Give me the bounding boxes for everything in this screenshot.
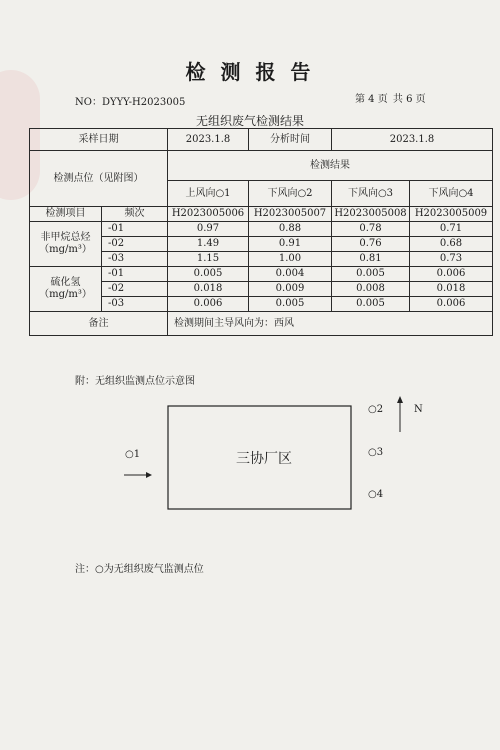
item-name: 硫化氢（mg/m³） xyxy=(30,267,102,312)
point-1-label: ○1 xyxy=(125,449,141,460)
value-cell: 1.15 xyxy=(168,252,249,267)
value-cell: 0.006 xyxy=(168,297,249,312)
freq: -02 xyxy=(102,237,168,252)
freq: -01 xyxy=(102,267,168,282)
remark-label: 备注 xyxy=(30,312,168,336)
value-cell: 0.91 xyxy=(249,237,332,252)
point-4-label: ○4 xyxy=(368,489,384,500)
value-cell: 0.005 xyxy=(332,297,410,312)
freq-label: 频次 xyxy=(102,207,168,222)
point-2-label: ○2 xyxy=(368,404,384,415)
page-total: 共 6 页 xyxy=(392,94,426,105)
value-cell: 0.006 xyxy=(410,267,493,282)
remark: 检测期间主导风向为：西风 xyxy=(168,312,493,336)
value-cell: 1.49 xyxy=(168,237,249,252)
value-cell: 0.71 xyxy=(410,222,493,237)
item-name: 非甲烷总烃（mg/m³） xyxy=(30,222,102,267)
point-header: 下风向○2 xyxy=(249,181,332,207)
north-arrow-head xyxy=(397,396,403,403)
freq: -02 xyxy=(102,282,168,297)
plant-label: 三协厂区 xyxy=(236,451,292,467)
value-cell: 0.005 xyxy=(249,297,332,312)
sample-id: H2023005009 xyxy=(410,207,493,222)
report-title: 检 测 报 告 xyxy=(185,60,315,84)
item-label: 检测项目 xyxy=(30,207,102,222)
value-cell: 0.73 xyxy=(410,252,493,267)
value-cell: 0.018 xyxy=(168,282,249,297)
table-title: 无组织废气检测结果 xyxy=(195,114,304,128)
north-label: N xyxy=(414,404,423,415)
sample-id: H2023005008 xyxy=(332,207,410,222)
value-cell: 0.97 xyxy=(168,222,249,237)
value-cell: 0.81 xyxy=(332,252,410,267)
value-cell: 0.88 xyxy=(249,222,332,237)
point-header: 下风向○4 xyxy=(410,181,493,207)
value-cell: 0.68 xyxy=(410,237,493,252)
value-cell: 0.004 xyxy=(249,267,332,282)
sample-id: H2023005007 xyxy=(249,207,332,222)
freq: -01 xyxy=(102,222,168,237)
wind-arrow-head xyxy=(146,472,152,478)
freq: -03 xyxy=(102,252,168,267)
value-cell: 1.00 xyxy=(249,252,332,267)
results-label: 检测结果 xyxy=(168,151,493,181)
value-cell: 0.009 xyxy=(249,282,332,297)
sample-id: H2023005006 xyxy=(168,207,249,222)
value-cell: 0.78 xyxy=(332,222,410,237)
page-current: 第 4 页 xyxy=(355,94,388,105)
value-cell: 0.008 xyxy=(332,282,410,297)
value-cell: 0.018 xyxy=(410,282,493,297)
point-label: 检测点位（见附图） xyxy=(30,151,168,207)
value-cell: 0.005 xyxy=(332,267,410,282)
diagram-caption: 附：无组织监测点位示意图 xyxy=(75,376,195,387)
document-number: NO：DYYY-H2023005 xyxy=(75,97,186,108)
sample-date: 2023.1.8 xyxy=(168,129,249,151)
analysis-time: 2023.1.8 xyxy=(332,129,493,151)
value-cell: 0.006 xyxy=(410,297,493,312)
point-header: 上风向○1 xyxy=(168,181,249,207)
footnote: 注：○为无组织废气监测点位 xyxy=(75,564,204,575)
value-cell: 0.005 xyxy=(168,267,249,282)
point-header: 下风向○3 xyxy=(332,181,410,207)
analysis-time-label: 分析时间 xyxy=(249,129,332,151)
point-3-label: ○3 xyxy=(368,447,384,458)
sample-date-label: 采样日期 xyxy=(30,129,168,151)
freq: -03 xyxy=(102,297,168,312)
value-cell: 0.76 xyxy=(332,237,410,252)
